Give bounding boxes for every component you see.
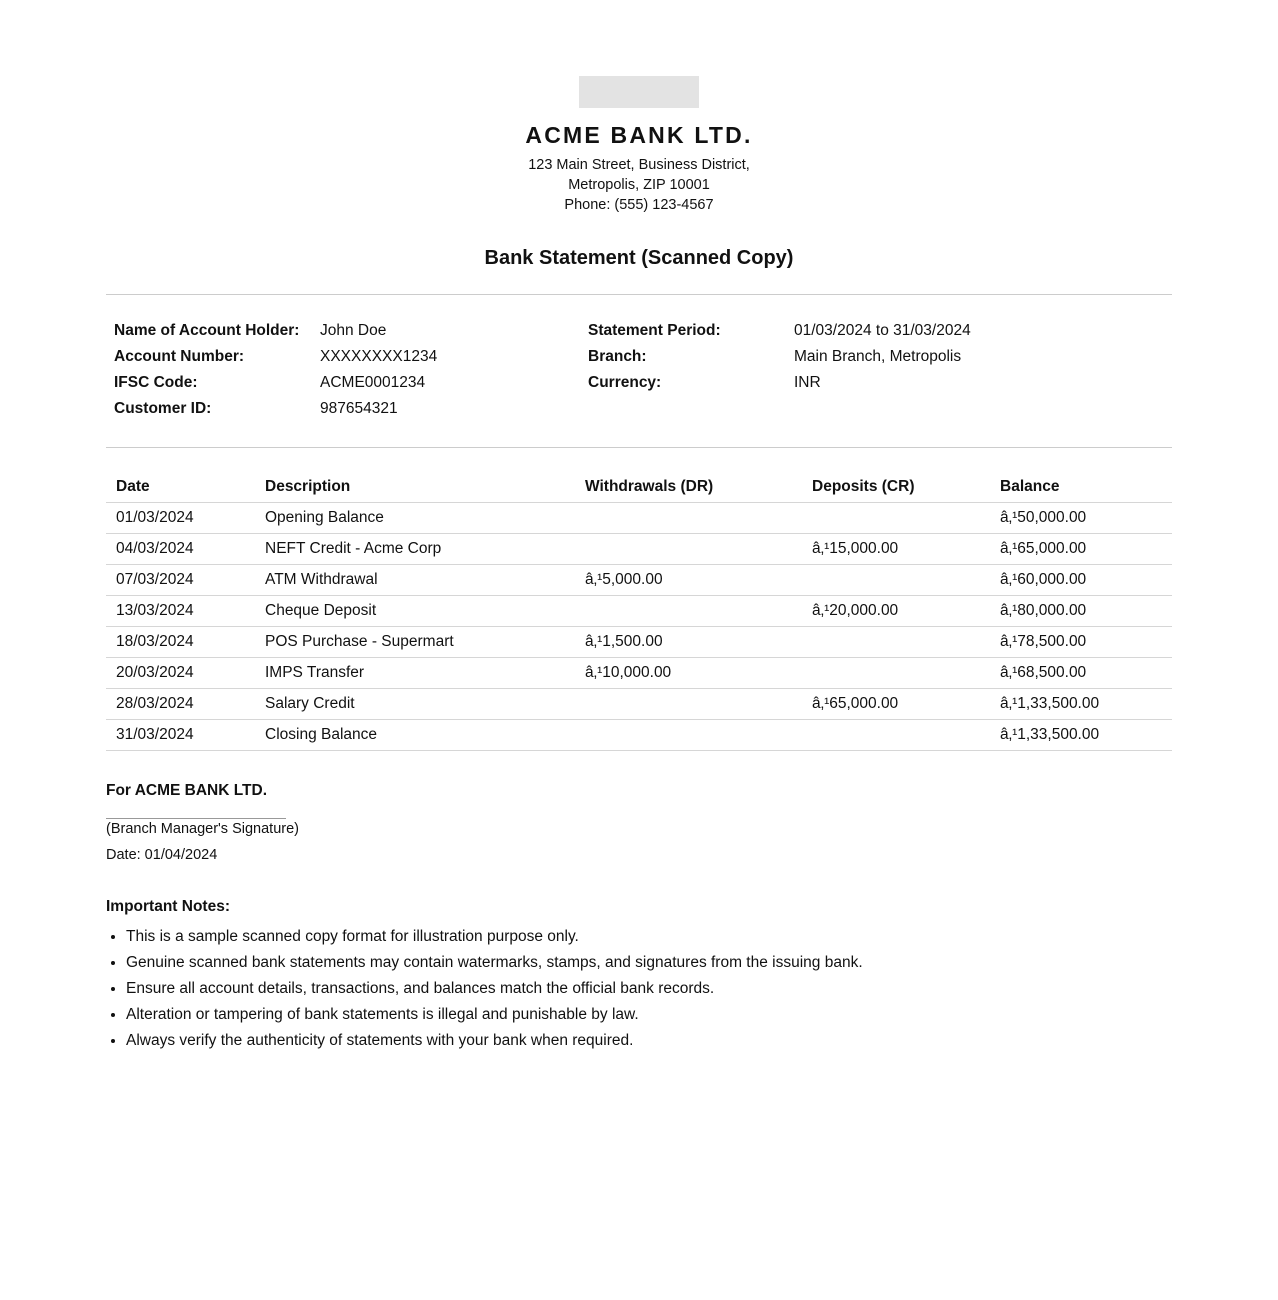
header-deposits: Deposits (CR) [802, 471, 990, 503]
cell-withdrawal: â‚¹10,000.00 [575, 658, 802, 689]
account-info-left [114, 319, 437, 423]
cell-date: 28/03/2024 [106, 689, 255, 720]
cell-deposit: â‚¹20,000.00 [802, 596, 990, 627]
branch-row [588, 345, 971, 371]
cell-deposit: â‚¹15,000.00 [802, 534, 990, 565]
cell-description: Salary Credit [255, 689, 575, 720]
bank-phone: Phone: (555) 123-4567 [564, 197, 714, 213]
table-row [106, 689, 1172, 720]
cell-balance: â‚¹1,33,500.00 [990, 689, 1172, 720]
list-item: • Genuine scanned bank statements may contain watermarks, stamps, and signatures from the issuing bank. [126, 951, 1126, 977]
cell-withdrawal [575, 720, 802, 751]
list-item: • Alteration or tampering of bank statements is illegal and punishable by law. [126, 1003, 1126, 1029]
bank-name: ACME BANK LTD. [525, 122, 753, 148]
table-row [106, 658, 1172, 689]
address-line-2: Metropolis, ZIP 10001 [568, 177, 710, 193]
list-item: • This is a sample scanned copy format for illustration purpose only. [126, 925, 1126, 951]
cell-withdrawal [575, 689, 802, 720]
account-holder-value: John Doe [320, 322, 387, 339]
table-row [106, 720, 1172, 751]
customer-id-row [114, 397, 437, 423]
header-date: Date [106, 471, 255, 503]
document-title: Bank Statement (Scanned Copy) [484, 247, 794, 269]
table-row [106, 534, 1172, 565]
notes-list [106, 925, 1126, 1055]
cell-description: Cheque Deposit [255, 596, 575, 627]
cell-deposit: â‚¹65,000.00 [802, 689, 990, 720]
account-holder-row [114, 319, 437, 345]
divider-top [106, 294, 1172, 295]
statement-period-value: 01/03/2024 to 31/03/2024 [794, 322, 971, 339]
statement-period-row [588, 319, 971, 345]
cell-date: 01/03/2024 [106, 503, 255, 534]
cell-balance: â‚¹68,500.00 [990, 658, 1172, 689]
cell-description: NEFT Credit - Acme Corp [255, 534, 575, 565]
cell-withdrawal [575, 596, 802, 627]
cell-description: ATM Withdrawal [255, 565, 575, 596]
table-row [106, 565, 1172, 596]
signature-caption: (Branch Manager's Signature) [106, 821, 299, 837]
cell-deposit [802, 503, 990, 534]
list-item: • Ensure all account details, transactions, and balances match the official bank records. [126, 977, 1126, 1003]
transactions-table [106, 471, 1172, 751]
currency-value: INR [794, 374, 821, 391]
divider-bottom [106, 447, 1172, 448]
cell-withdrawal [575, 534, 802, 565]
cell-description: Opening Balance [255, 503, 575, 534]
cell-balance: â‚¹50,000.00 [990, 503, 1172, 534]
cell-deposit [802, 565, 990, 596]
branch-label: Branch: [588, 348, 647, 365]
bank-logo-placeholder [579, 76, 699, 108]
header-balance: Balance [990, 471, 1172, 503]
account-holder-label: Name of Account Holder: [114, 322, 300, 339]
cell-date: 04/03/2024 [106, 534, 255, 565]
statement-period-label: Statement Period: [588, 322, 721, 339]
cell-deposit [802, 658, 990, 689]
cell-description: POS Purchase - Supermart [255, 627, 575, 658]
account-number-label: Account Number: [114, 348, 245, 365]
cell-balance: â‚¹1,33,500.00 [990, 720, 1172, 751]
for-bank-label: For ACME BANK LTD. [106, 782, 268, 799]
ifsc-code-value: ACME0001234 [320, 374, 426, 391]
cell-date: 07/03/2024 [106, 565, 255, 596]
cell-description: Closing Balance [255, 720, 575, 751]
header-withdrawals: Withdrawals (DR) [575, 471, 802, 503]
notes-title: Important Notes: [106, 898, 230, 915]
customer-id-label: Customer ID: [114, 400, 212, 417]
signature-date: Date: 01/04/2024 [106, 847, 218, 863]
table-row [106, 627, 1172, 658]
bank-address [106, 155, 1172, 215]
account-number-row [114, 345, 437, 371]
account-number-value: XXXXXXXX1234 [320, 348, 438, 365]
cell-balance: â‚¹60,000.00 [990, 565, 1172, 596]
cell-deposit [802, 627, 990, 658]
cell-deposit [802, 720, 990, 751]
cell-withdrawal: â‚¹1,500.00 [575, 627, 802, 658]
cell-date: 20/03/2024 [106, 658, 255, 689]
cell-description: IMPS Transfer [255, 658, 575, 689]
header-description: Description [255, 471, 575, 503]
address-line-1: 123 Main Street, Business District, [528, 157, 750, 173]
table-row [106, 503, 1172, 534]
cell-date: 18/03/2024 [106, 627, 255, 658]
cell-date: 31/03/2024 [106, 720, 255, 751]
ifsc-code-label: IFSC Code: [114, 374, 198, 391]
customer-id-value: 987654321 [320, 400, 398, 417]
currency-label: Currency: [588, 374, 662, 391]
table-row [106, 596, 1172, 627]
cell-balance: â‚¹65,000.00 [990, 534, 1172, 565]
cell-withdrawal: â‚¹5,000.00 [575, 565, 802, 596]
account-info-right [588, 319, 971, 397]
cell-balance: â‚¹78,500.00 [990, 627, 1172, 658]
table-header-row [106, 471, 1172, 503]
cell-balance: â‚¹80,000.00 [990, 596, 1172, 627]
cell-date: 13/03/2024 [106, 596, 255, 627]
currency-row [588, 371, 971, 397]
branch-value: Main Branch, Metropolis [794, 348, 962, 365]
cell-withdrawal [575, 503, 802, 534]
ifsc-code-row [114, 371, 437, 397]
list-item: • Always verify the authenticity of statements with your bank when required. [126, 1029, 1126, 1055]
